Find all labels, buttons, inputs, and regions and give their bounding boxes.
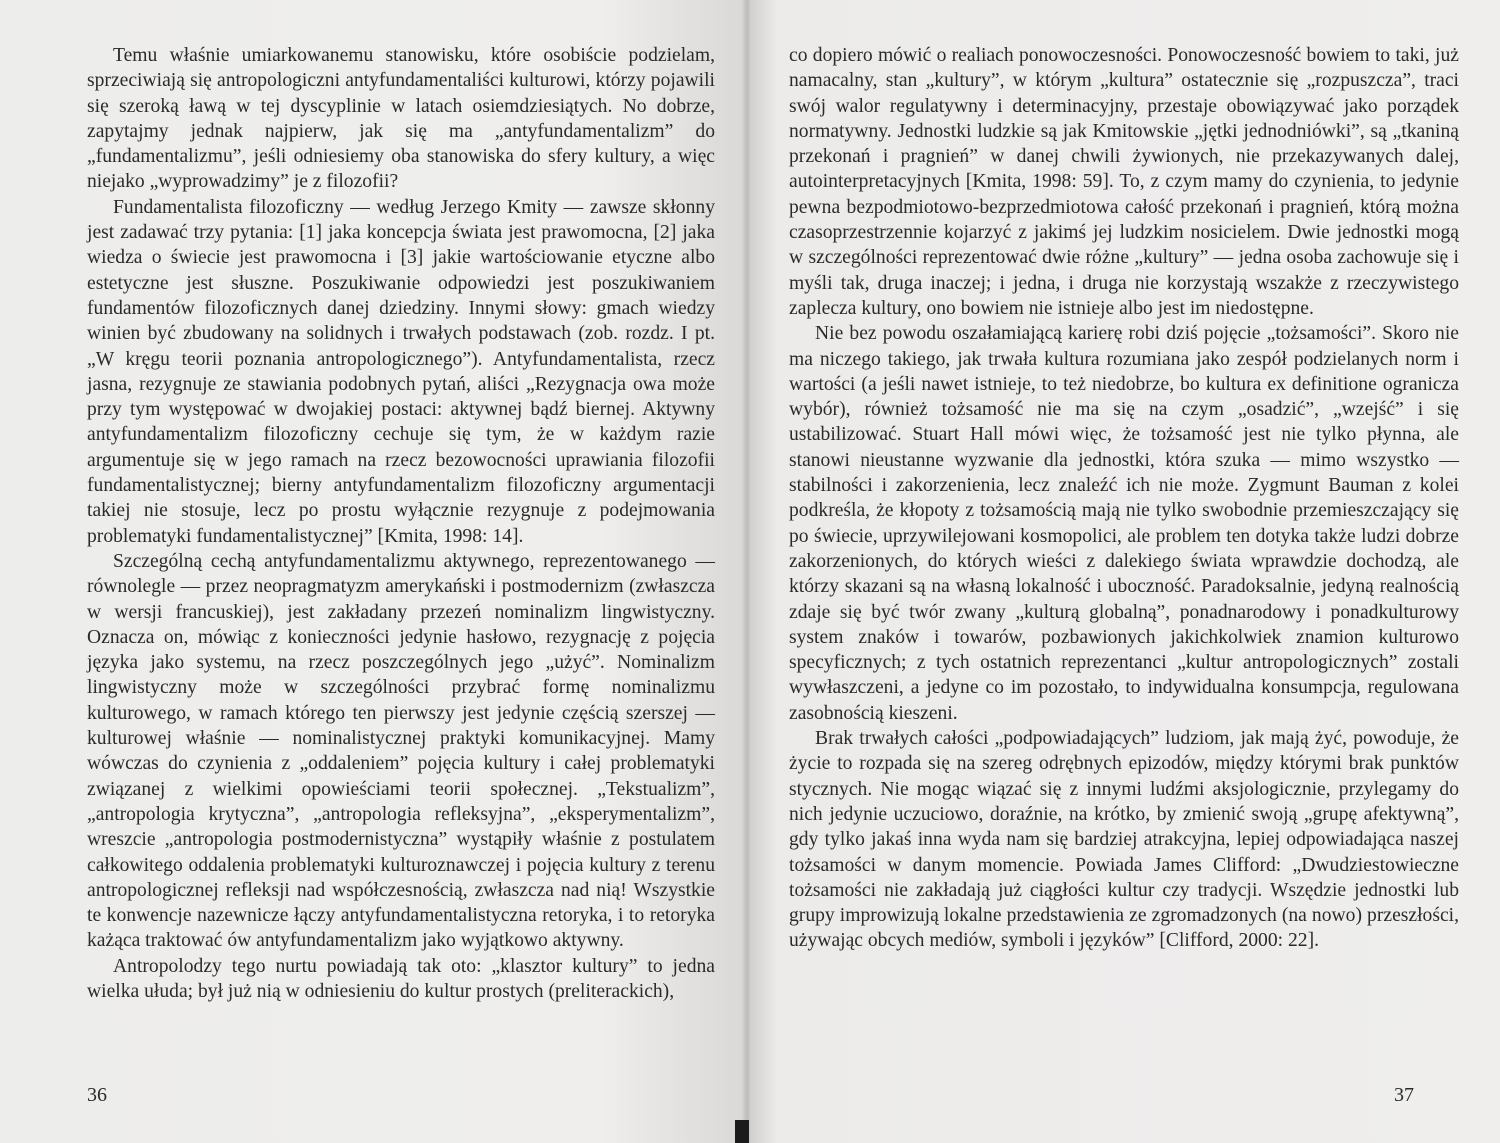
left-page — [0, 0, 748, 1143]
paragraph: Fundamentalista filozoficzny — według Jerzego Kmity — zawsze skłonny jest zadawać trzy pytania: [1] jaka koncepcja świata jest prawomocna, [2] jaka wiedza o świecie jest prawomocna i [3] jakie wartościowanie etyczne albo estetyczne jest słuszne. Poszukiwanie odpowiedzi jest poszukiwaniem fundamentów filozoficznych danej dziedziny. Innymi słowy: gmach wiedzy winien być zbudowany na solidnych i trwałych podstawach (zob. rozdz. I pt. „W kręgu teorii poznania antropologicznego”). Antyfundamentalista, rzecz jasna, rezygnuje ze stawiania podobnych pytań, aliści „Rezygnacja owa może przy tym występować w dwojakiej postaci: aktywnej bądź biernej. Aktywny antyfundamentalizm filozoficzny cechuje się tym, że w każdym razie argumentuje się w jego ramach na rzecz bezowocności uprawiania filozofii fundamentalistycznej; bierny antyfundamentalizm filozoficzny argumentacji takiej nie stosuje, lecz po prostu wyłącznie rezygnuje z podejmowania problematyki fundamentalistycznej” [Kmita, 1998: 14]. — [87, 196, 715, 547]
page-number: 36 — [87, 1084, 107, 1106]
paragraph: Antropolodzy tego nurtu powiadają tak oto: „klasztor kultury” to jedna wielka ułuda; był już nią w odniesieniu do kultur prostych (preliterackich), — [87, 955, 715, 1002]
paragraph: co dopiero mówić o realiach ponowoczesności. Ponowoczesność bowiem to taki, już namacalny, stan „kultury”, w którym „kultura” ostatecznie się „rozpuszcza”, traci swój walor regulatywny i determinacyjny, przestaje obowiązywać jako porządek normatywny. Jednostki ludzkie są jak Kmitowskie „jętki jednodniówki”, są „tkaniną przekonań i pragnień” w danej chwili żywionych, nie przekazywanych dalej, autointerpretacyjnych [Kmita, 1998: 59]. To, z czym mamy do czynienia, to jedynie pewna bezpodmiotowo-bezprzedmiotowa całość przekonań i pragnień, którą można czasoprzestrzennie kojarzyć z jakimś jej ludzkim nosicielem. Dwie jednostki mogą w szczególności reprezentować dwie różne „kultury” — jedna osoba zachowuje się i myśli tak, druga inaczej; i jedna, i druga nie korzystają wszakże z rzeczywistego zaplecza kultury, ono bowiem nie istnieje albo jest im niedostępne. — [789, 45, 1459, 319]
page-number: 37 — [1394, 1084, 1414, 1106]
spine-marker — [735, 1120, 749, 1143]
paragraph: Brak trwałych całości „podpowiadających” ludziom, jak mają żyć, powoduje, że życie to rozpada się na szereg odrębnych epizodów, między którymi brak punktów stycznych. Nie mogąc wiązać się z innymi ludźmi aksjologicznie, przylegamy do nich jedynie uczuciowo, doraźnie, na krótko, by zmienić swoją „grupę afektywną”, gdy tylko jakaś inna wyda nam się bardziej atrakcyjna, lepiej odpowiadająca naszej tożsamości w danym momencie. Powiada James Clifford: „Dwudziestowieczne tożsamości nie zakładają już ciągłości kultur czy tradycji. Wszędzie jednostki lub grupy improwizują lokalne przedstawienia ze zgromadzonych (na nowo) przeszłości, używając obcych mediów, symboli i języków” [Clifford, 2000: 22]. — [789, 728, 1459, 952]
right-page-text — [789, 43, 1459, 954]
book-spine — [742, 0, 752, 1143]
paragraph: Temu właśnie umiarkowanemu stanowisku, które osobiście podzielam, sprzeciwiają się antropologiczni antyfundamentaliści kulturowi, którzy pojawili się szeroką ławą w tej dyscyplinie w latach osiemdziesiątych. No dobrze, zapytajmy jednak najpierw, jak się ma „antyfundamentalizm” do „fundamentalizmu”, jeśli odniesiemy oba stanowiska do sfery kultury, a więc niejako „wyprowadzimy” je z filozofii? — [87, 45, 715, 193]
left-page-text — [87, 43, 715, 1004]
right-page — [748, 0, 1500, 1143]
paragraph: Nie bez powodu oszałamiającą karierę robi dziś pojęcie „tożsamości”. Skoro nie ma niczego takiego, jak trwała kultura rozumiana jako zespół podzielanych norm i wartości (a jeśli nawet istnieje, to też niedobrze, bo kultura ex definitione ogranicza wybór), również tożsamość nie ma się na czym „osadzić”, „wzejść” i się ustabilizować. Stuart Hall mówi więc, że tożsamość jest nie tylko płynna, ale stanowi nieustanne wyzwanie dla jednostki, która szuka — mimo wszystko — stabilności i zakorzenienia, lecz znaleźć ich nie może. Zygmunt Bauman z kolei podkreśla, że kłopoty z tożsamością mają nie tylko swobodnie przemieszczający się po świecie, uprzywilejowani kosmopolici, ale problem ten dotyka także ludzi dobrze zakorzenionych, do których wieści z dalekiego świata wprawdzie dochodzą, ale którzy skazani są na własną lokalność i uboczność. Paradoksalnie, jedyną realnością zdaje się być twór zwany „kulturą globalną”, ponadnarodowy i ponadkulturowy system znaków i towarów, pozbawionych jakichkolwiek znamion kulturowo specyficznych; z tych ostatnich reprezentanci „kultur antropologicznych” zostali wywłaszczeni, a jedyne co im pozostało, to indywidualna konsumpcja, regulowana zasobnością kieszeni. — [789, 323, 1459, 724]
paragraph: Szczególną cechą antyfundamentalizmu aktywnego, reprezentowanego — równolegle — przez neopragmatyzm amerykański i postmodernizm (zwłaszcza w wersji francuskiej), jest zakładany przezeń nominalizm lingwistyczny. Oznacza on, mówiąc z konieczności jedynie hasłowo, rezygnację z pojęcia języka jako systemu, na rzecz poszczególnych jego „użyć”. Nominalizm lingwistyczny może w szczególności przybrać formę nominalizmu kulturowego, w ramach którego ten pierwszy jest jedynie częścią szerszej — kulturowej właśnie — nominalistycznej praktyki komunikacyjnej. Mamy wówczas do czynienia z „oddaleniem” pojęcia kultury i całej problematyki związanej z wielkimi opowieściami teorii społecznej. „Tekstualizm”, „antropologia krytyczna”, „antropologia refleksyjna”, „eksperymentalizm”, wreszcie „antropologia postmodernistyczna” wystąpiły właśnie z postulatem całkowitego oddalenia problematyki kulturoznawczej i pojęcia kultury z terenu antropologicznej refleksji nad współczesnością, zwłaszcza nad nią! Wszystkie te konwencje nazewnicze łączy antyfundamentalistyczna retoryka, i to retoryka każąca traktować ów antyfundamentalizm jako wyjątkowo aktywny. — [87, 550, 715, 952]
